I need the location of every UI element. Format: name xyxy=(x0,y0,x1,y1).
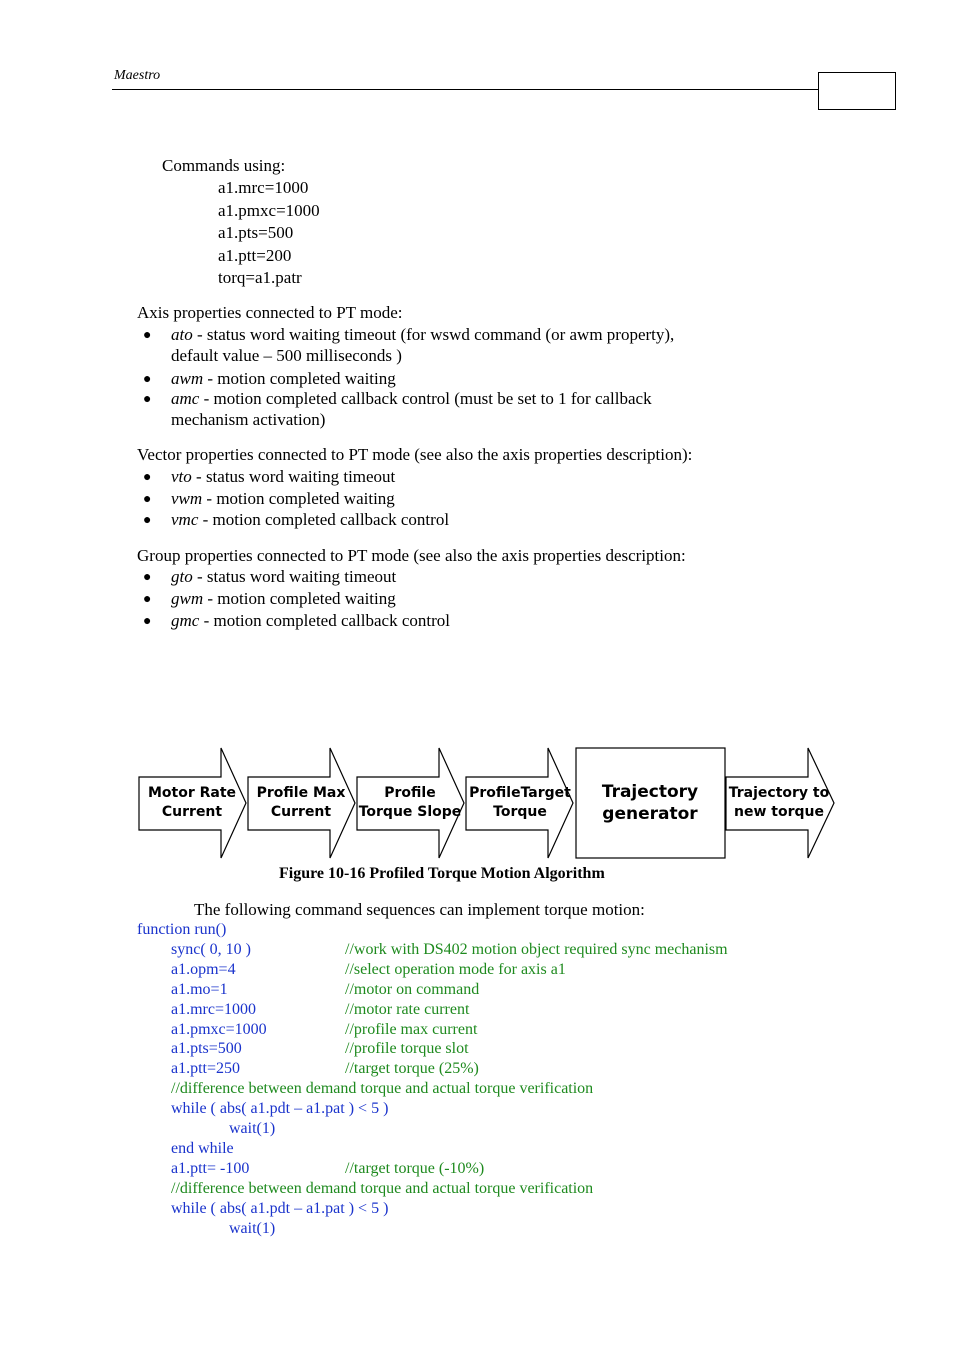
block-label: generator xyxy=(602,804,698,824)
vector-item: vwm - motion completed waiting xyxy=(171,489,395,508)
group-item: gwm - motion completed waiting xyxy=(171,589,396,608)
code-cmd: a1.pmxc=1000 xyxy=(171,1021,267,1038)
code-cmd: a1.ptt= -100 xyxy=(171,1160,250,1177)
arrow-block-shape xyxy=(726,748,834,858)
bullet-icon: ● xyxy=(143,328,152,343)
code-comment: //profile torque slot xyxy=(345,1040,469,1057)
code-while: while ( abs( a1.pdt – a1.pat ) < 5 ) xyxy=(171,1100,389,1117)
bullet-icon: ● xyxy=(143,372,152,387)
code-comment: //target torque (-10%) xyxy=(345,1160,485,1177)
block-label: Torque xyxy=(493,804,547,820)
bullet-icon: ● xyxy=(143,614,152,629)
code-while: while ( abs( a1.pdt – a1.pat ) < 5 ) xyxy=(171,1200,389,1217)
bullet-icon: ● xyxy=(143,470,152,485)
command-line: a1.pmxc=1000 xyxy=(218,201,320,220)
vector-item: vmc - motion completed callback control xyxy=(171,510,450,529)
group-item: gto - status word waiting timeout xyxy=(171,567,397,586)
code-end-while: end while xyxy=(171,1140,234,1157)
bullet-icon: ● xyxy=(143,570,152,585)
generator-box-shape xyxy=(576,748,725,858)
block-label: Profile xyxy=(384,785,436,801)
axis-item-cont: mechanism activation) xyxy=(171,410,326,429)
code-comment: //select operation mode for axis a1 xyxy=(345,961,566,978)
bullet-icon: ● xyxy=(143,592,152,607)
code-comment: //profile max current xyxy=(345,1021,478,1038)
axis-item: ato - status word waiting timeout (for wswd command (or awm property), xyxy=(171,325,675,344)
code-cmd: a1.pts=500 xyxy=(171,1040,242,1057)
bullet-icon: ● xyxy=(143,492,152,507)
block-label: Torque Slope xyxy=(358,804,462,820)
code-cmd: a1.opm=4 xyxy=(171,961,236,978)
code-cmd: a1.mo=1 xyxy=(171,981,228,998)
code-comment: //motor rate current xyxy=(345,1001,470,1018)
commands-intro: Commands using: xyxy=(162,156,286,175)
command-line: a1.ptt=200 xyxy=(218,246,292,265)
vector-item: vto - status word waiting timeout xyxy=(171,467,396,486)
code-comment: //motor on command xyxy=(345,981,480,998)
block-label: Current xyxy=(161,804,223,820)
code-function: function run() xyxy=(137,921,227,938)
arrow-block-shape xyxy=(466,748,573,858)
block-label: new torque xyxy=(734,804,824,820)
figure-caption: Figure 10-16 Profiled Torque Motion Algorithm xyxy=(279,865,605,882)
block-label: Trajectory xyxy=(601,782,699,802)
sequence-intro: The following command sequences can implement torque motion: xyxy=(194,900,645,919)
code-wait: wait(1) xyxy=(229,1120,276,1137)
group-item: gmc - motion completed callback control xyxy=(171,611,450,630)
block-label: Motor Rate xyxy=(147,785,237,801)
block-label: Trajectory to xyxy=(728,785,830,801)
code-cmd: sync( 0, 10 ) xyxy=(171,941,251,958)
code-comment: //work with DS402 motion object required sync mechanism xyxy=(345,941,728,958)
arrow-block-shape xyxy=(139,748,246,858)
command-line: a1.pts=500 xyxy=(218,223,294,242)
vector-heading: Vector properties connected to PT mode (see also the axis properties description): xyxy=(137,445,693,464)
code-comment: //difference between demand torque and actual torque verification xyxy=(171,1180,594,1197)
code-wait: wait(1) xyxy=(229,1220,276,1237)
axis-item: amc - motion completed callback control (must be set to 1 for callback xyxy=(171,389,652,408)
axis-heading: Axis properties connected to PT mode: xyxy=(137,303,403,322)
bullet-icon: ● xyxy=(143,392,152,407)
block-label: ProfileTarget xyxy=(469,785,571,801)
header-title: Maestro xyxy=(114,68,161,83)
code-cmd: a1.ptt=250 xyxy=(171,1060,241,1077)
code-comment: //difference between demand torque and actual torque verification xyxy=(171,1080,594,1097)
code-cmd: a1.mrc=1000 xyxy=(171,1001,256,1018)
block-label: Current xyxy=(270,804,332,820)
command-line: torq=a1.patr xyxy=(218,268,302,287)
block-label: Profile Max xyxy=(256,785,346,801)
bullet-icon: ● xyxy=(143,513,152,528)
arrow-block-shape xyxy=(248,748,355,858)
axis-item: awm - motion completed waiting xyxy=(171,369,396,388)
code-comment: //target torque (25%) xyxy=(345,1060,479,1077)
command-line: a1.mrc=1000 xyxy=(218,178,309,197)
group-heading: Group properties connected to PT mode (see also the axis properties description: xyxy=(137,546,686,565)
arrow-block-shape xyxy=(357,748,464,858)
axis-item-cont: default value – 500 milliseconds ) xyxy=(171,346,402,365)
